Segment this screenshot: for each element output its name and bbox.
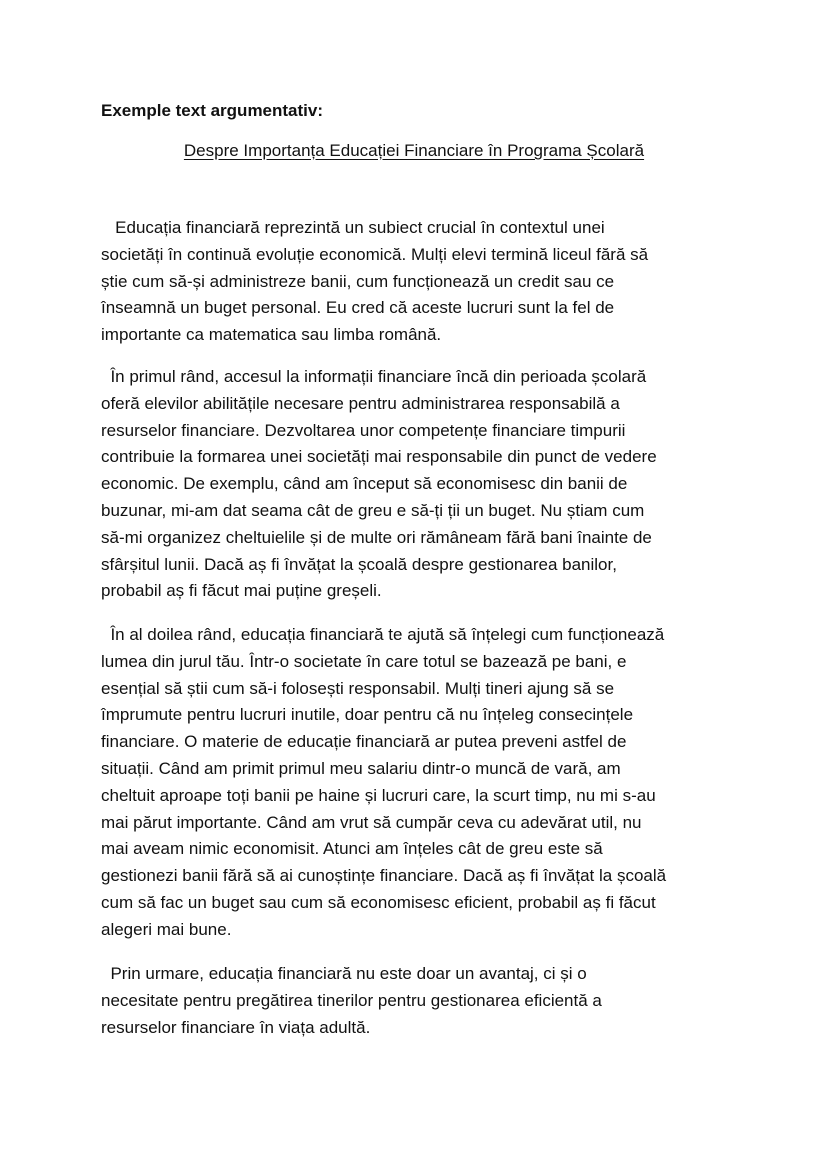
paragraph-first-argument [101,364,741,605]
text-line: financiare. O materie de educație financiară ar putea preveni astfel de [101,732,627,752]
document-title [0,141,828,161]
text-line: În primul rând, accesul la informații financiare încă din perioada școlară [101,367,647,386]
paragraph-second-argument [101,622,741,944]
text-line: cum să fac un buget sau cum să economisesc eficient, probabil aș fi făcut [101,892,656,912]
document-heading: Exemple text argumentativ: [101,101,324,120]
text-line: împrumute pentru lucruri inutile, doar pentru că nu înțeleg consecințele [101,705,634,725]
text-line: situații. Când am primit primul meu salariu dintr-o muncă de vară, am [101,758,621,778]
text-line: mai aveam nimic economisit. Atunci am înțeles cât de greu este să [101,839,603,859]
text-line: În al doilea rând, educația financiară te ajută să înțelegi cum funcționează [101,625,665,644]
text-line: necesitate pentru pregătirea tinerilor pentru gestionarea eficientă a [101,990,602,1010]
text-line: știe cum să-și administreze banii, cum funcționează un credit sau ce [101,271,615,291]
text-line: cheltuit aproape toți banii pe haine și lucruri care, la scurt timp, nu mi s-au [101,785,656,805]
text-line: alegeri mai bune. [101,919,232,939]
text-line: resurselor financiare. Dezvoltarea unor competențe financiare timpurii [101,420,626,440]
paragraph-intro [101,215,741,349]
paragraph-conclusion [101,961,741,1041]
text-line: resurselor financiare în viața adultă. [101,1017,371,1037]
text-line: esențial să știi cum să-i folosești responsabil. Mulți tineri ajung să se [101,678,615,698]
text-line: înseamnă un buget personal. Eu cred că aceste lucruri sunt la fel de [101,298,615,318]
text-line: să-mi organizez cheltuielile și de multe ori rămâneam fără bani înainte de [101,527,652,547]
text-line: economic. De exemplu, când am început să economisesc din banii de [101,474,628,494]
text-line: buzunar, mi-am dat seama cât de greu e să-ți ții un buget. Nu știam cum [101,500,645,520]
text-line: contribuie la formarea unei societăți mai responsabile din punct de vedere [101,447,657,467]
text-line: gestionezi banii fără să ai cunoștințe financiare. Dacă aș fi învățat la școală [101,866,667,886]
text-line: sfârșitul lunii. Dacă aș fi învățat la școală despre gestionarea banilor, [101,554,617,574]
text-line: probabil aș fi făcut mai puține greșeli. [101,581,382,601]
text-line: Prin urmare, educația financiară nu este doar un avantaj, ci și o [101,964,587,983]
text-line: importante ca matematica sau limba română. [101,325,442,345]
document-title-text: Despre Importanța Educației Financiare în Programa Școlară [183,141,645,160]
text-line: lumea din jurul tău. Într-o societate în care totul se bazează pe bani, e [101,651,627,671]
text-line: mai părut importante. Când am vrut să cumpăr ceva cu adevărat util, nu [101,812,642,832]
text-line: oferă elevilor abilitățile necesare pentru administrarea responsabilă a [101,393,620,413]
text-line: societăți în continuă evoluție economică. Mulți elevi termină liceul fără să [101,244,649,264]
text-line: Educația financiară reprezintă un subiect crucial în contextul unei [101,218,605,237]
